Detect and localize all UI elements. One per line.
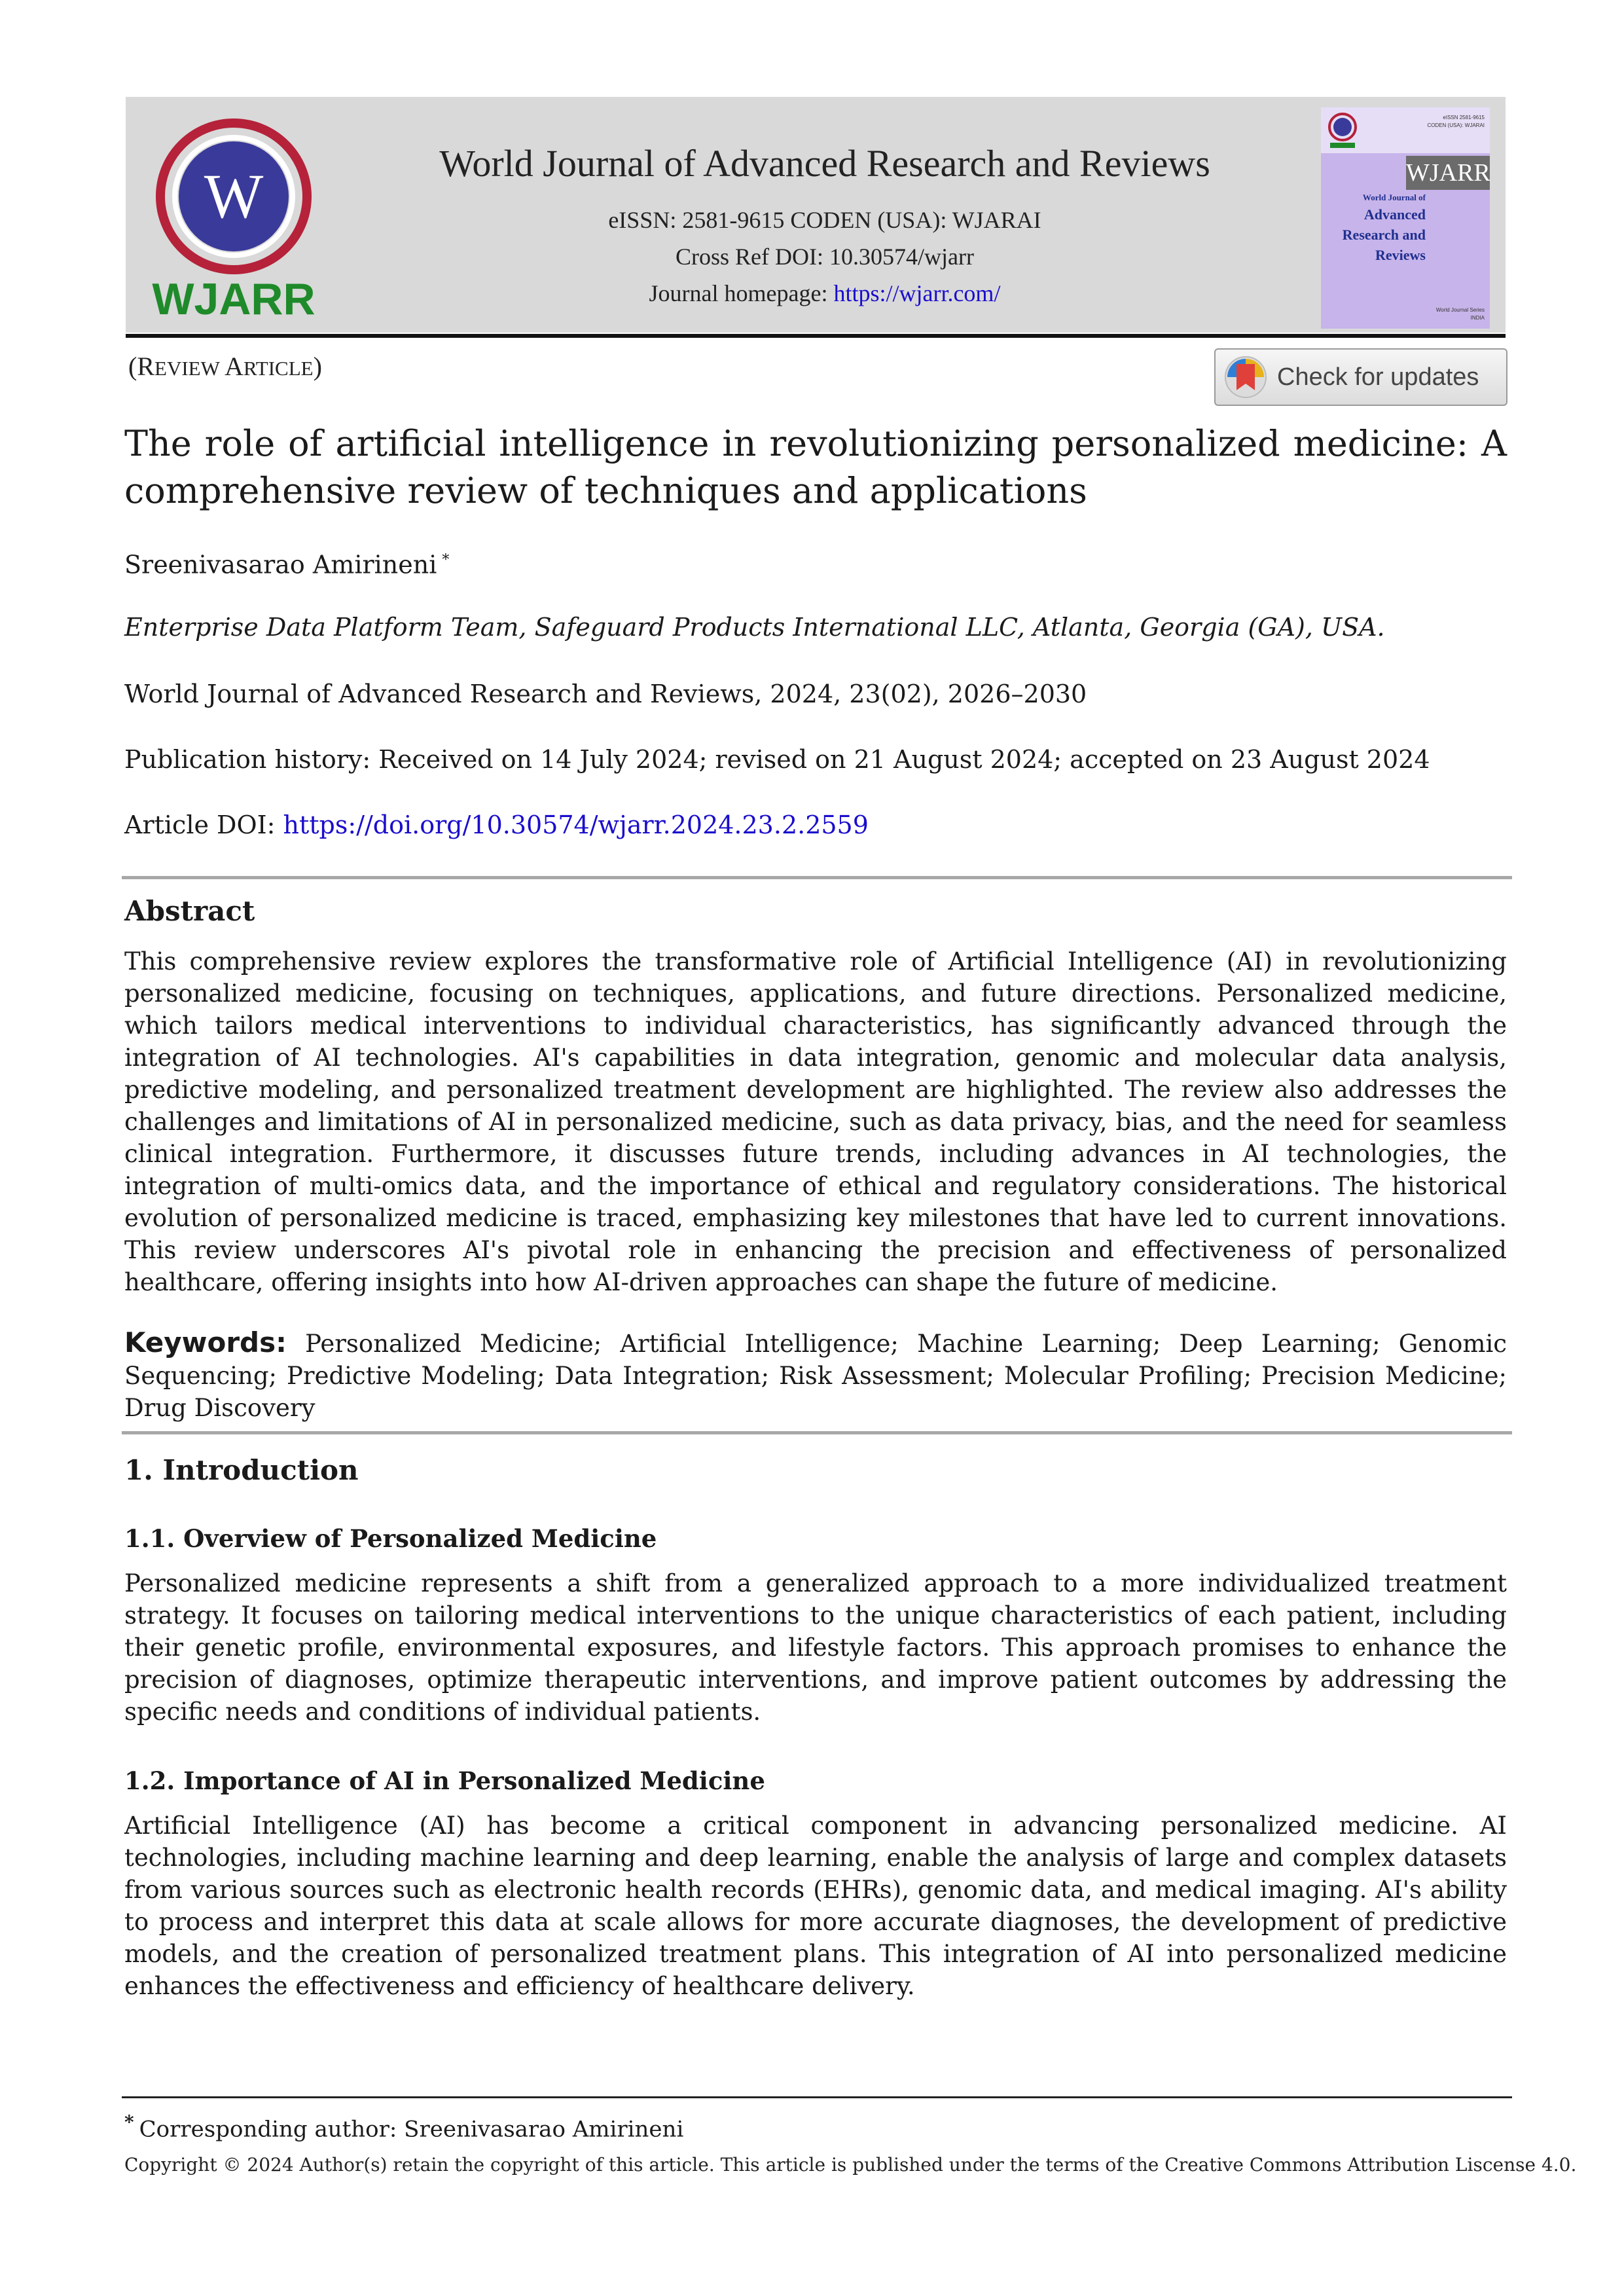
cover-title-line: Reviews (1375, 247, 1426, 263)
cover-foot-line: INDIA (1470, 315, 1485, 321)
footnote-mark: * (124, 2111, 134, 2133)
cover-title-line: Advanced (1363, 206, 1426, 223)
cover-meta-line: eISSN 2581-9615 (1443, 115, 1485, 120)
keywords-text: Personalized Medicine; Artificial Intelligence; Machine Learning; Deep Learning; Genomic Sequencing; Predictive Modeling; Data Integration; Risk Assessment; Molecular Profiling; Precision Medicine; Drug Discovery (124, 1330, 1507, 1422)
subsection-heading-importance: 1.2. Importance of AI in Personalized Medicine (124, 1766, 765, 1795)
crossmark-icon (1223, 355, 1268, 399)
cover-logo-icon (1325, 111, 1360, 151)
header-divider (126, 334, 1506, 338)
cover-band: WJARR (1406, 156, 1490, 190)
abstract-top-rule (122, 876, 1512, 879)
cover-title-line: Research and (1342, 227, 1426, 243)
wjarr-logo (152, 118, 316, 321)
article-type-part: R (137, 352, 155, 381)
logo-text: WJARR (152, 274, 316, 321)
article-title: The role of artificial intelligence in revolutionizing personalized medicine: A comprehensive review of techniques and applications (124, 423, 1507, 511)
author-line (124, 542, 449, 583)
check-for-updates-label: Check for updates (1277, 363, 1479, 391)
cover-title (1321, 191, 1426, 265)
check-for-updates-button[interactable] (1214, 348, 1507, 406)
abstract-heading: Abstract (124, 895, 255, 927)
citation: World Journal of Advanced Research and Reviews, 2024, 23(02), 2026–2030 (124, 680, 1087, 708)
author-name: Sreenivasarao Amirineni (124, 550, 437, 579)
abstract-bottom-rule (122, 1431, 1512, 1434)
footnote-text: Corresponding author: Sreenivasarao Amirineni (139, 2116, 684, 2143)
journal-name: World Journal of Advanced Research and Reviews (439, 142, 1210, 185)
article-type-part: RTICLE (243, 357, 314, 380)
corresponding-author-footnote (124, 2105, 683, 2146)
cover-meta-line: CODEN (USA): WJARAI (1427, 122, 1485, 128)
cover-title-small: World Journal of (1362, 192, 1426, 202)
cover-meta (1386, 114, 1485, 130)
importance-paragraph: Artificial Intelligence (AI) has become a critical component in advancing personalized medicine. AI technologies, including machine learning and deep learning, enable the analysis of large and complex datasets from various sources such as electronic health records (EHRs), genomic data, and medical imaging. AI's ability to process and interpret this data at scale allows for more accurate diagnoses, the development of predictive models, and the creation of personalized treatment plans. This integration of AI into personalized medicine enhances the effectiveness and efficiency of healthcare delivery. (124, 1812, 1507, 2000)
footnote-rule (122, 2096, 1512, 2098)
cover-foot (1399, 306, 1485, 322)
article-type-part: A (225, 352, 244, 381)
doi-label: Article DOI: (124, 811, 283, 839)
article-type-part: ( (128, 352, 137, 381)
author-mark: * (442, 552, 450, 568)
keywords-label: Keywords: (124, 1326, 287, 1358)
article-doi (124, 807, 869, 843)
journal-cover-thumbnail (1321, 107, 1490, 329)
publication-history: Publication history: Received on 14 July 2024; revised on 21 August 2024; accepted on 23 August 2024 (124, 745, 1430, 774)
keywords (124, 1326, 1507, 1424)
doi-link[interactable]: https://doi.org/10.30574/wjarr.2024.23.2.2559 (283, 811, 869, 839)
article-type-part: EVIEW (154, 357, 225, 380)
logo-letter: W (204, 161, 264, 231)
copyright-notice: Copyright © 2024 Author(s) retain the copyright of this article. This article is published under the terms of the Creative Commons Attribution Liscense 4.0. (124, 2154, 1577, 2176)
homepage-label: Journal homepage: (649, 280, 834, 306)
cover-foot-line: World Journal Series (1435, 307, 1485, 313)
issn-line: eISSN: 2581-9615 CODEN (USA): WJARAI (608, 207, 1041, 233)
overview-paragraph: Personalized medicine represents a shift from a generalized approach to a more individualized treatment strategy. It focuses on tailoring medical interventions to the unique characteristics of each patient, including their genetic profile, environmental exposures, and lifestyle factors. This approach promises to enhance the precision of diagnoses, optimize therapeutic interventions, and improve patient outcomes by addressing the specific needs and conditions of individual patients. (124, 1569, 1507, 1726)
article-type-label (128, 347, 322, 388)
article-type-part: ) (313, 352, 322, 381)
affiliation: Enterprise Data Platform Team, Safeguard Products International LLC, Atlanta, Georgia (GA), USA. (124, 613, 1385, 642)
abstract-text: This comprehensive review explores the transformative role of Artificial Intelligence (AI) in revolutionizing personalized medicine, focusing on techniques, applications, and future directions. Personalized medicine, which tailors medical interventions to individual characteristics, has significantly advanced through the integration of AI technologies. AI's capabilities in data integration, genomic and molecular data analysis, predictive modeling, and personalized treatment development are highlighted. The review also addresses the challenges and limitations of AI in personalized medicine, such as data privacy, bias, and the need for seamless clinical integration. Furthermore, it discusses future trends, including advances in AI technologies, the integration of multi-omics data, and the importance of ethical and regulatory considerations. The historical evolution of personalized medicine is traced, emphasizing key milestones that have led to current innovations. This review underscores AI's pivotal role in enhancing the precision and effectiveness of personalized healthcare, offering insights into how AI-driven approaches can shape the future of medicine. (124, 947, 1507, 1296)
homepage-link[interactable]: https://wjarr.com/ (833, 280, 1001, 306)
subsection-heading-overview: 1.1. Overview of Personalized Medicine (124, 1524, 657, 1553)
journal-info (367, 137, 1283, 312)
section-heading-introduction: 1. Introduction (124, 1454, 359, 1486)
homepage-line (367, 275, 1283, 312)
crossref-line: Cross Ref DOI: 10.30574/wjarr (676, 244, 974, 270)
